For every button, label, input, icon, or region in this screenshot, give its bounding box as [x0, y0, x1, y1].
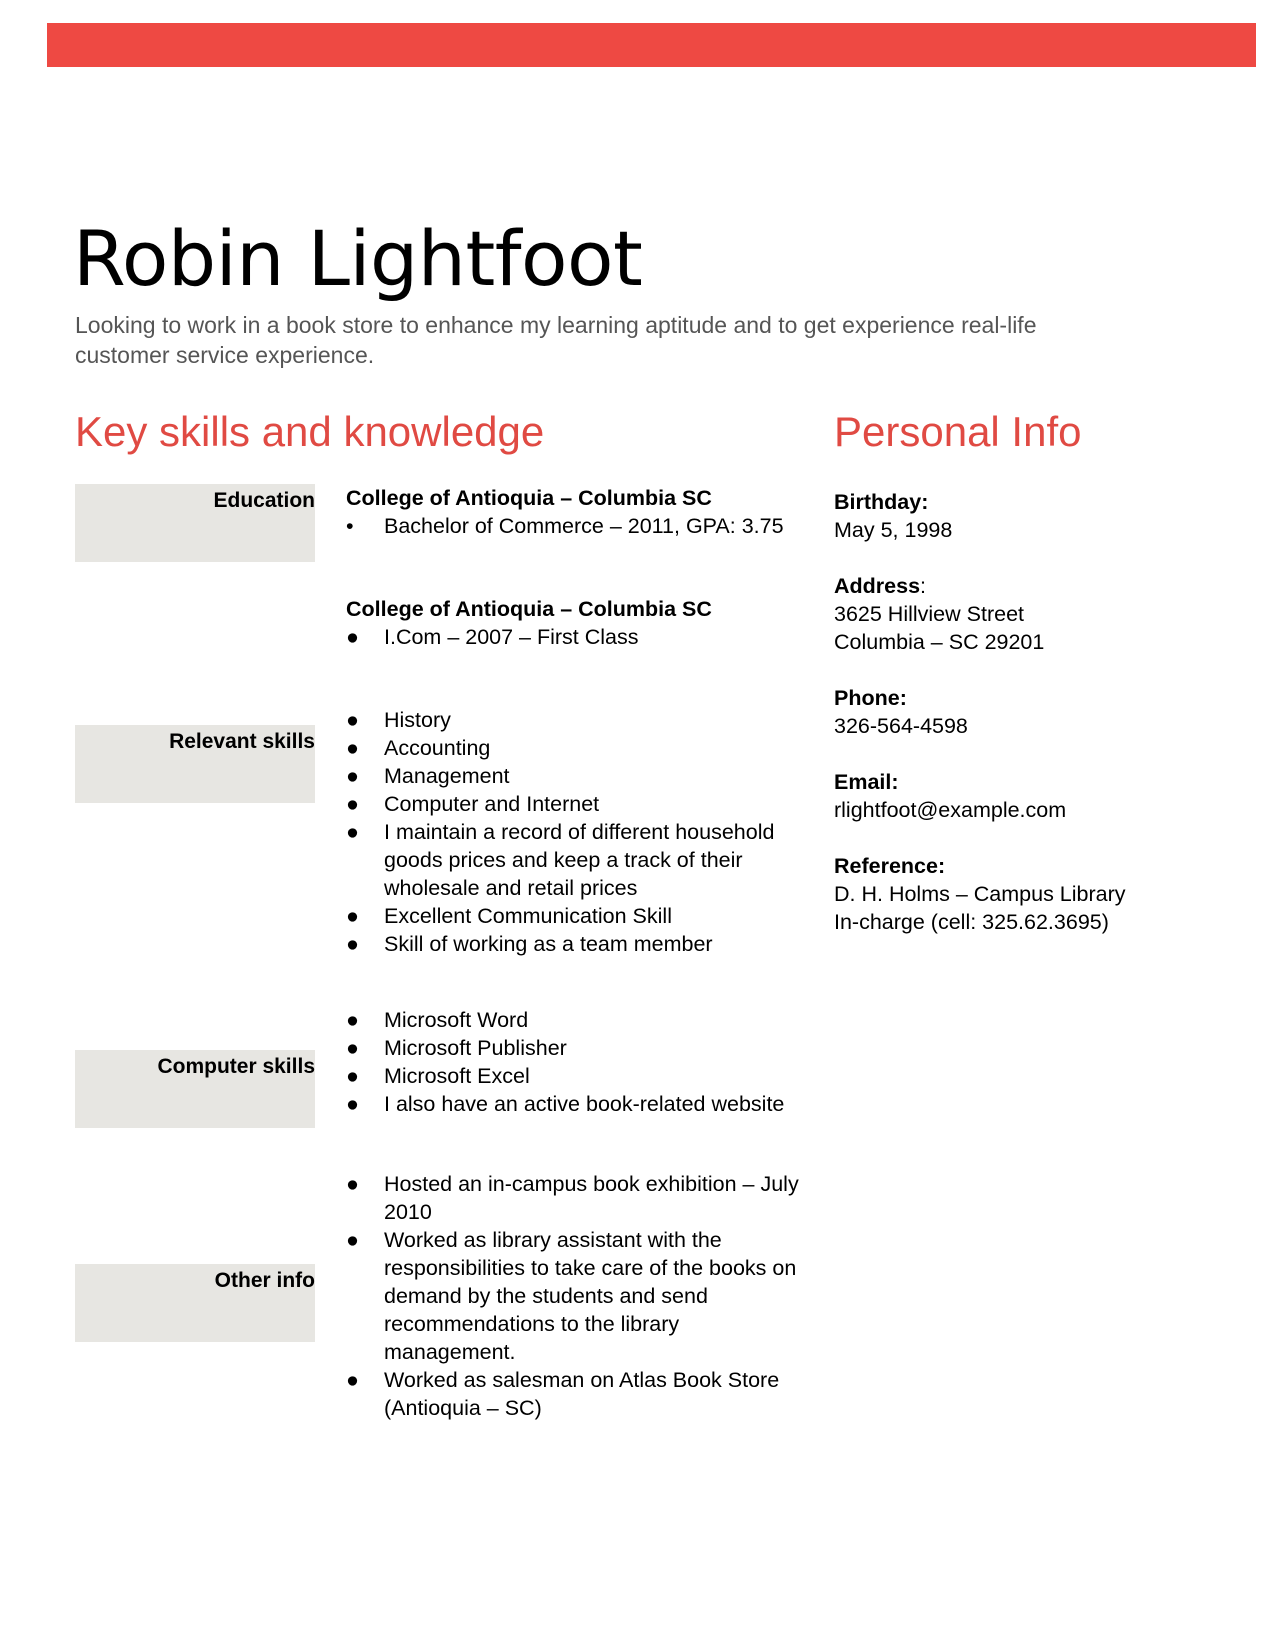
bullet-icon: ● [346, 932, 359, 956]
bullet-icon: ● [346, 792, 359, 816]
skill-text: I maintain a record of different household goods prices and keep a track of their wholesale and retail prices [384, 820, 775, 900]
address-colon: : [920, 574, 927, 598]
phone-group [834, 684, 1234, 740]
skill-text: Accounting [384, 736, 491, 760]
phone-label: Phone: [834, 686, 907, 710]
bullet-icon: ● [346, 904, 359, 928]
list-item [346, 706, 806, 734]
resume-name: Robin Lightfoot [73, 214, 643, 303]
bullet-icon: ● [346, 1064, 359, 1088]
relevant-skills-block [346, 706, 806, 958]
bullet-icon: ● [346, 1036, 359, 1060]
computer-skills-list [346, 1006, 806, 1118]
address-label-line [834, 572, 1234, 600]
list-item [346, 762, 806, 790]
skill-text: Computer and Internet [384, 792, 600, 816]
skill-text: Microsoft Word [384, 1008, 529, 1032]
bullet-icon: ● [346, 736, 359, 760]
skill-text: History [384, 708, 451, 732]
address-label: Address [834, 574, 921, 598]
other-info-list [346, 1170, 806, 1422]
list-item [346, 734, 806, 762]
education-degree: Bachelor of Commerce – 2011, GPA: 3.75 [384, 514, 784, 538]
bullet-icon: ● [346, 1092, 359, 1116]
reference-group [834, 852, 1234, 936]
relevant-skills-label-box [75, 725, 315, 803]
reference-line-2: In-charge (cell: 325.62.3695) [834, 910, 1109, 934]
other-info-label-box [75, 1264, 315, 1342]
reference-line-1: D. H. Holms – Campus Library [834, 882, 1126, 906]
list-item [346, 1226, 806, 1366]
email-label: Email: [834, 770, 899, 794]
list-item [346, 1062, 806, 1090]
list-item [346, 512, 806, 540]
list-item [346, 1170, 806, 1226]
skill-text: Excellent Communication Skill [384, 904, 672, 928]
education-block [346, 484, 806, 540]
relevant-skills-label: Relevant skills [169, 730, 315, 753]
email-value: rlightfoot@example.com [834, 798, 1067, 822]
bullet-icon: ● [346, 708, 359, 732]
bullet-icon: ● [346, 1368, 359, 1392]
other-info-label: Other info [214, 1269, 315, 1292]
other-info-text: Worked as salesman on Atlas Book Store (Antioquia – SC) [384, 1368, 780, 1420]
key-skills-heading: Key skills and knowledge [75, 408, 545, 455]
computer-skills-block [346, 1006, 806, 1118]
birthday-value: May 5, 1998 [834, 518, 953, 542]
list-item [346, 818, 806, 902]
personal-info-column [834, 488, 1234, 964]
computer-skills-label: Computer skills [157, 1055, 315, 1078]
skill-text: I also have an active book-related website [384, 1092, 785, 1116]
skill-text: Microsoft Excel [384, 1064, 530, 1088]
phone-value: 326-564-4598 [834, 714, 968, 738]
education-school: College of Antioquia – Columbia SC [346, 486, 712, 510]
relevant-skills-list [346, 706, 806, 958]
bullet-icon: ● [346, 1008, 359, 1032]
email-group [834, 768, 1234, 824]
bullet-icon: ● [346, 1228, 359, 1252]
birthday-group [834, 488, 1234, 544]
computer-skills-label-box [75, 1050, 315, 1128]
list-item [346, 1034, 806, 1062]
education-label: Education [213, 489, 315, 512]
bullet-icon: ● [346, 1172, 359, 1196]
education-label-box [75, 484, 315, 562]
list-item [346, 1366, 806, 1422]
education-block [346, 595, 806, 651]
address-line-2: Columbia – SC 29201 [834, 630, 1045, 654]
education-degree-list [346, 623, 806, 651]
birthday-label: Birthday: [834, 490, 929, 514]
skill-text: Skill of working as a team member [384, 932, 713, 956]
education-degree-list [346, 512, 806, 540]
bullet-icon: ● [346, 820, 359, 844]
other-info-text: Hosted an in-campus book exhibition – July 2010 [384, 1172, 799, 1224]
other-info-block [346, 1170, 806, 1422]
bullet-icon: ● [346, 625, 359, 649]
personal-info-heading: Personal Info [834, 408, 1082, 455]
list-item [346, 902, 806, 930]
bullet-icon: ● [346, 764, 359, 788]
bullet-icon: • [346, 514, 354, 538]
objective-text: Looking to work in a book store to enhance my learning aptitude and to get experience real-life customer service experience. [75, 312, 1037, 368]
reference-label: Reference: [834, 854, 946, 878]
list-item [346, 930, 806, 958]
skill-text: Microsoft Publisher [384, 1036, 567, 1060]
list-item [346, 790, 806, 818]
education-degree: I.Com – 2007 – First Class [384, 625, 639, 649]
list-item [346, 1006, 806, 1034]
list-item [346, 1090, 806, 1118]
education-school: College of Antioquia – Columbia SC [346, 597, 712, 621]
other-info-text: Worked as library assistant with the responsibilities to take care of the books on demand by the students and send recommendations to the library management. [384, 1228, 797, 1364]
list-item [346, 623, 806, 651]
address-line-1: 3625 Hillview Street [834, 602, 1025, 626]
address-group [834, 572, 1234, 656]
header-accent-bar [47, 23, 1256, 67]
skill-text: Management [384, 764, 510, 788]
